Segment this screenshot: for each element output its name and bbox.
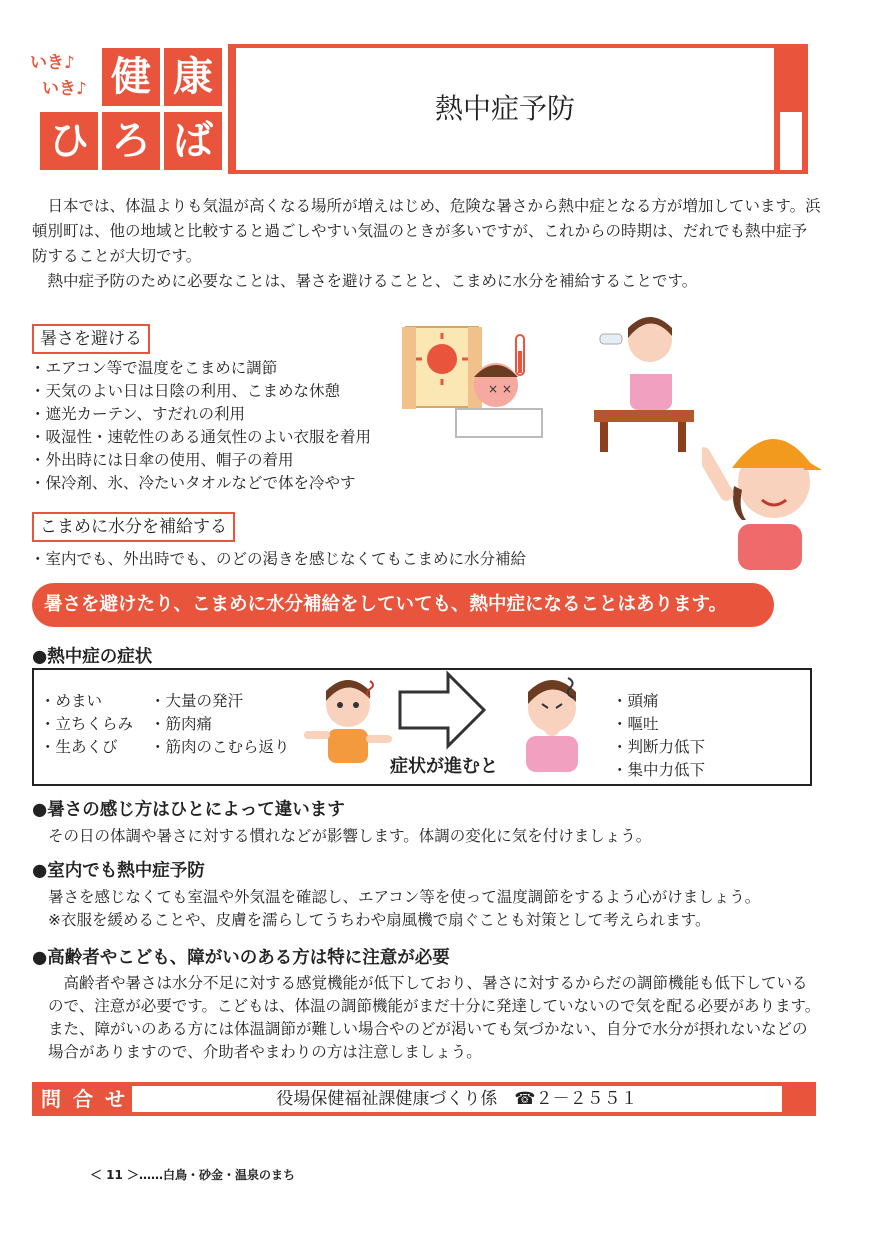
mild-symptoms-col2	[150, 690, 290, 759]
section-text: ※衣服を緩めることや、皮膚を濡らしてうちわや扇風機で扇ぐことも対策として考えられます。	[48, 911, 711, 929]
page-title: 熱中症予防	[434, 92, 575, 125]
symptoms-heading: ●熱中症の症状	[32, 647, 153, 667]
section-text: 高齢者や暑さは水分不足に対する感覚機能が低下しており、暑さに対するからだの調節機能も低下しているので、注意が必要です。こどもは、体温の調節機能がまだ十分に発達していないので気を配る必要があります。また、障がいのある方には体温調節が難しい場合やのどが渇いても気づかない、自分で水分が摂れないなどの場合がありますので、介助者やまわりの方は注意しましょう。	[48, 974, 821, 1061]
svg-text:× ×: × ×	[488, 382, 512, 396]
list-item: ・集中力低下	[612, 761, 706, 779]
avoid-heat-list	[30, 357, 371, 495]
contact-label-char: 合	[73, 1087, 93, 1111]
logo-char-2: 康	[164, 48, 222, 106]
logo-char-5: ば	[164, 112, 222, 170]
intro-paragraph-2: 熱中症予防のために必要なことは、暑さを避けることと、こまめに水分を補給することです。	[47, 272, 698, 290]
sick-person-illustration	[512, 674, 602, 774]
hat-illustration	[702, 420, 822, 570]
bottle-icon	[600, 334, 622, 344]
contact-text: 役場保健福祉課健康づくり係 ☎２－２５５１	[276, 1089, 638, 1109]
list-item: ・エアコン等で温度をこまめに調節	[30, 359, 278, 377]
curtain-left	[402, 327, 416, 409]
list-item: ・判断力低下	[612, 738, 706, 756]
dizzy-person-illustration	[300, 675, 400, 770]
contact-label-char: 問	[41, 1087, 61, 1111]
list-item: ・筋肉のこむら返り	[150, 738, 290, 756]
arrow-right-icon	[398, 670, 488, 752]
person-body	[328, 729, 368, 763]
list-item: ・生あくび	[40, 738, 118, 756]
progress-label: 症状が進むと	[390, 756, 498, 777]
logo-char-4: ろ	[102, 112, 160, 170]
drinking-illustration	[590, 310, 700, 460]
list-item: ・保冷剤、氷、冷たいタオルなどで体を冷やす	[30, 474, 356, 492]
section-heading: ●暑さの感じ方はひとによって違います	[32, 800, 345, 820]
futon-shape	[456, 409, 542, 437]
section-heading: ●室内でも熱中症予防	[32, 861, 205, 881]
warning-banner: 暑さを避けたり、こまめに水分補給をしていても、熱中症になることはあります。	[32, 583, 774, 627]
list-item: ・天気のよい日は日陰の利用、こまめな休憩	[30, 382, 341, 400]
page-footer: ＜ 11 ＞……白鳥・砂金・温泉のまち	[90, 1168, 296, 1182]
list-item: ・嘔吐	[612, 715, 659, 733]
logo-char-3: ひ	[40, 112, 98, 170]
hydrate-heading: こまめに水分を補給する	[32, 512, 235, 542]
list-item: ・吸湿性・速乾性のある通気性のよい衣服を着用	[30, 428, 372, 446]
hat-icon	[732, 439, 814, 468]
severe-symptoms	[612, 690, 705, 782]
intro	[32, 194, 822, 294]
list-item: ・外出時には日傘の使用、帽子の着用	[30, 451, 294, 469]
list-item: ・室内でも、外出時でも、のどの渇きを感じなくてもこまめに水分補給	[30, 550, 527, 568]
section-heading: ●高齢者やこども、障がいのある方は特に注意が必要	[32, 948, 450, 968]
sun-icon	[427, 344, 457, 374]
mild-symptoms-col1	[40, 690, 133, 759]
section-text: 暑さを感じなくても室温や外気温を確認し、エアコン等を使って温度調節をするよう心がけましょう。	[48, 888, 761, 906]
header-notch	[780, 112, 802, 170]
logo-tagline	[30, 50, 87, 102]
logo-char-1: 健	[102, 48, 160, 106]
section-text: その日の体調や暑さに対する慣れなどが影響します。体調の変化に気を付けましょう。	[48, 827, 652, 845]
person-body	[526, 736, 578, 772]
logo-tagline-1: いき♪	[30, 53, 75, 73]
list-item: ・大量の発汗	[150, 692, 244, 710]
list-item: ・頭痛	[612, 692, 659, 710]
logo-tagline-2: いき♪	[42, 79, 87, 99]
list-item: ・めまい	[40, 692, 103, 710]
contact-label-char: せ	[105, 1087, 125, 1111]
avoid-heat-heading: 暑さを避ける	[32, 324, 150, 354]
bench-shape	[594, 410, 694, 422]
hydrate-list	[30, 548, 526, 571]
heatstroke-illustration	[400, 325, 550, 445]
list-item: ・筋肉痛	[150, 715, 213, 733]
intro-paragraph-1: 日本では、体温よりも気温が高くなる場所が増えはじめ、危険な暑さから熱中症となる方が増加しています。浜頓別町は、他の地域と比較すると過ごしやすい気温のときが多いですが、これからの時期は、だれでも熱中症予防することが大切です。	[32, 197, 821, 265]
list-item: ・立ちくらみ	[40, 715, 134, 733]
list-item: ・遮光カーテン、すだれの利用	[30, 405, 245, 423]
person-body	[738, 524, 802, 570]
